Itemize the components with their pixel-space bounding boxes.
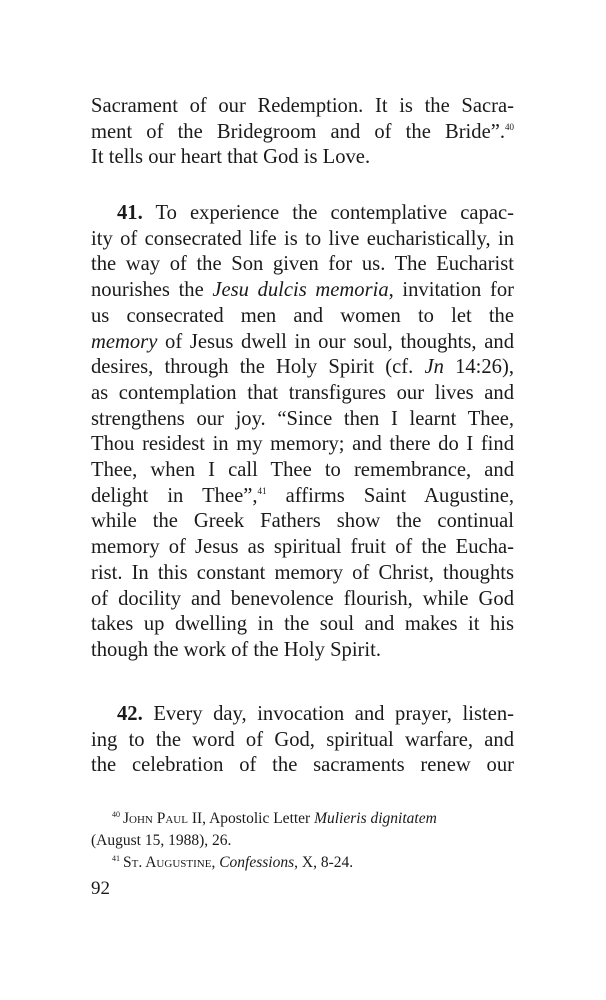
footnote-ref-41: 41 (257, 485, 267, 496)
footnote-title: Mulieris dignitatem (314, 810, 437, 827)
footnote-ref-40: 40 (505, 121, 514, 132)
footnote-number: 40 (112, 810, 120, 819)
text-line: memory of Jesus dwell in our soul, thoughts, and (91, 330, 514, 353)
text-line: of docility and benevolence flourish, while God (91, 587, 514, 610)
paragraph-42 (91, 702, 514, 779)
text-line: 42. Every day, invocation and prayer, listen- (117, 703, 514, 725)
footnote-41: $^{41}$ St. Augustine, Confessions, X, 8-24. (112, 854, 354, 871)
text-line: nourishes the Jesu dulcis memoria, invitation for (91, 279, 514, 302)
text-line: ment of the Bridegroom and of the Bride”.$^{40}$ (91, 120, 514, 143)
italic-abbrev: Jn (424, 356, 444, 379)
italic-phrase: Jesu dulcis memoria (212, 279, 389, 302)
paragraph-41 (91, 201, 514, 664)
text-line: 41. To experience the contemplative capac- (117, 202, 515, 224)
footnote-author: John Paul II (123, 810, 203, 827)
italic-word: memory (91, 330, 158, 353)
text-line: It tells our heart that God is Love. (91, 146, 371, 169)
intro-paragraph (91, 94, 514, 171)
text-line: Thee, when I call Thee to remembrance, and (91, 459, 514, 482)
paragraph-number: 42. (117, 703, 143, 725)
text-line: as contemplation that transfigures our lives and (91, 381, 514, 404)
text-line: desires, through the Holy Spirit (cf. Jn 14:26), (91, 356, 514, 379)
text-line: ing to the word of God, spiritual warfare, and (91, 728, 514, 751)
text-line: ity of consecrated life is to live eucharistically, in (91, 227, 514, 250)
text-line: the way of the Son given for us. The Eucharist (91, 253, 514, 276)
text-line: though the work of the Holy Spirit. (91, 638, 382, 661)
text-line: delight in Thee”,$^{41}$ affirms Saint Augustine, (91, 484, 514, 507)
text-line: strengthens our joy. “Since then I learnt Thee, (91, 407, 514, 430)
text-line: Thou residest in my memory; and there do I find (91, 433, 514, 456)
text-line: the celebration of the sacraments renew our (91, 754, 514, 777)
footnote-number: 41 (112, 854, 120, 863)
text-line: rist. In this constant memory of Christ, thoughts (91, 561, 514, 584)
paragraph-number: 41. (117, 202, 143, 224)
footnote-40-continued: (August 15, 1988), 26. (91, 832, 232, 849)
text-line: us consecrated men and women to let the (91, 304, 514, 327)
text-line: memory of Jesus as spiritual fruit of the Eucha- (91, 536, 514, 559)
footnote-title: Confessions (219, 854, 295, 871)
footnote-author: St. Augustine (123, 854, 212, 871)
text-line: takes up dwelling in the soul and makes it his (91, 613, 514, 636)
footnotes (91, 808, 514, 874)
text-line: Sacrament of our Redemption. It is the Sacra- (91, 95, 514, 117)
text-line: while the Greek Fathers show the continual (91, 510, 514, 533)
page-number: 92 (91, 878, 110, 899)
footnote-40: $^{40}$ John Paul II, Apostolic Letter Mulieris dignitatem (112, 810, 437, 827)
